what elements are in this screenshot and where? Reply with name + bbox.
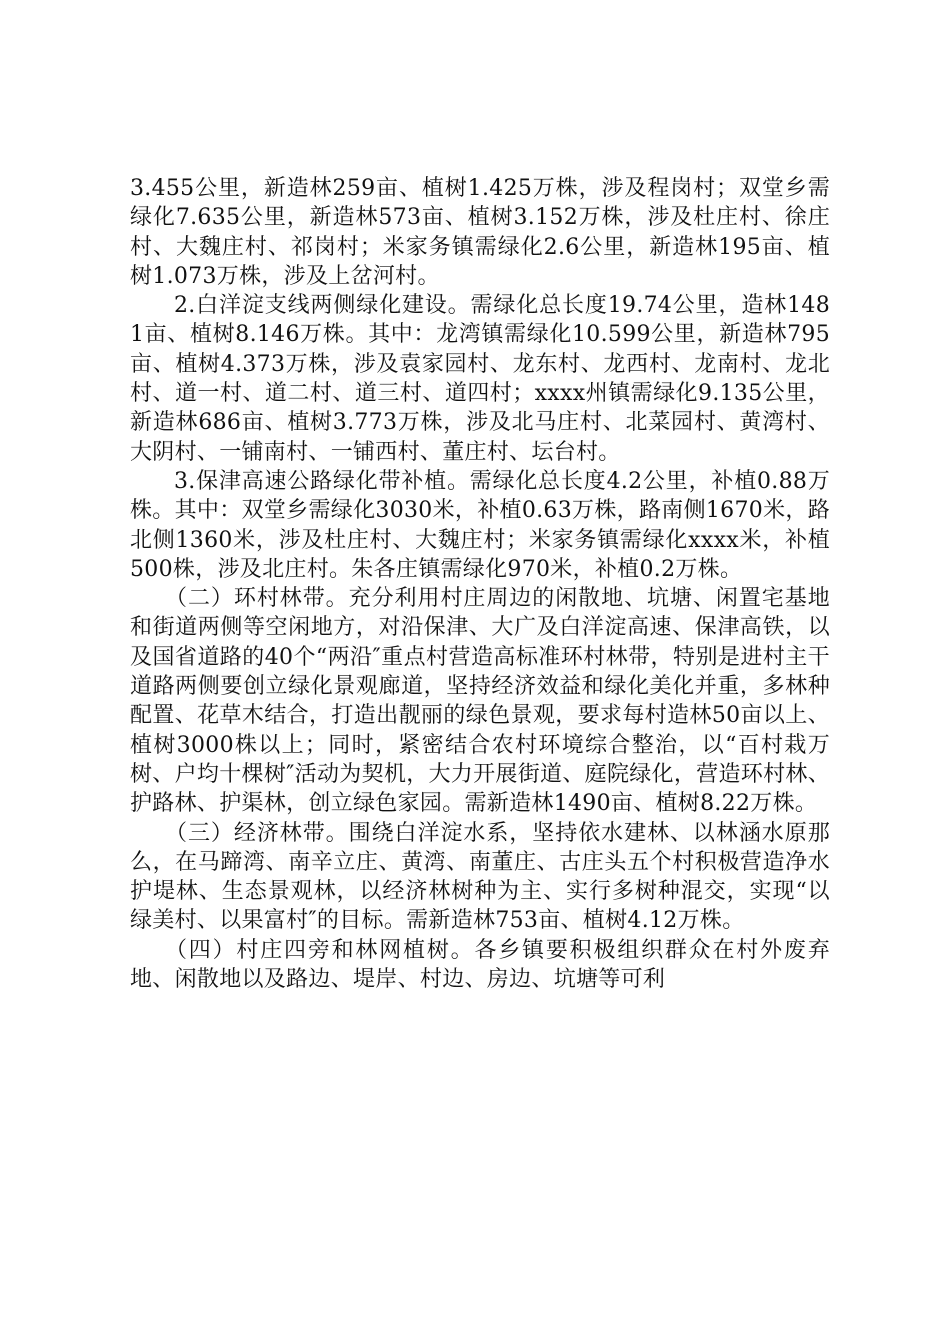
body-text <box>130 174 830 994</box>
paragraph-baiyangdian-branch-line: 2.白洋淀支线两侧绿化建设。需绿化总长度19.74公里，造林1481亩、植树8.146万株。其中：龙湾镇需绿化10.599公里，新造林795亩、植树4.373万株，涉及袁家园村、龙东村、龙西村、龙南村、龙北村、道一村、道二村、道三村、道四村；xxxx州镇需绿化9.135公里，新造林686亩、植树3.773万株，涉及北马庄村、北菜园村、黄湾村、大阴村、一铺南村、一铺西村、董庄村、坛台村。 <box>130 293 830 465</box>
paragraph-baojin-expressway: 3.保津高速公路绿化带补植。需绿化总长度4.2公里，补植0.88万株。其中：双堂乡需绿化3030米，补植0.63万株，路南侧1670米，路北侧1360米，涉及杜庄村、大魏庄村；米家务镇需绿化xxxx米，补植500株，涉及北庄村。朱各庄镇需绿化970米，补植0.2万株。 <box>130 468 830 582</box>
paragraph-village-surroundings: （四）村庄四旁和林网植树。各乡镇要积极组织群众在村外废弃地、闲散地以及路边、堤岸、村边、房边、坑塘等可利 <box>130 937 830 993</box>
paragraph-village-forest-belt: （二）环村林带。充分利用村庄周边的闲散地、坑塘、闲置宅基地和街道两侧等空闲地方，对沿保津、大广及白洋淀高速、保津高铁，以及国省道路的40个“两沿″重点村营造高标准环村林带，特别是进村主干道路两侧要创立绿化景观廊道，坚持经济效益和绿化美化并重，多林种配置、花草木结合，打造出靓丽的绿色景观，要求每村造林50亩以上、植树3000株以上；同时，紧密结合农村环境综合整治，以“百村栽万树、户均十棵树″活动为契机，大力开展街道、庭院绿化，营造环村林、护路林、护渠林，创立绿色家园。需新造林1490亩、植树8.22万株。 <box>130 586 830 817</box>
paragraph-economic-forest-belt: （三）经济林带。围绕白洋淀水系，坚持依水建林、以林涵水原那么，在马蹄湾、南辛立庄、黄湾、南董庄、古庄头五个村积极营造净水护堤林、生态景观林，以经济林树种为主、实行多树种混交，实现“以绿美村、以果富村″的目标。需新造林753亩、植树4.12万株。 <box>130 820 830 934</box>
paragraph-continuation: 3.455公里，新造林259亩、植树1.425万株，涉及程岗村；双堂乡需绿化7.635公里，新造林573亩、植树3.152万株，涉及杜庄村、徐庄村、大魏庄村、祁岗村；米家务镇需绿化2.6公里，新造林195亩、植树1.073万株，涉及上岔河村。 <box>130 176 830 289</box>
